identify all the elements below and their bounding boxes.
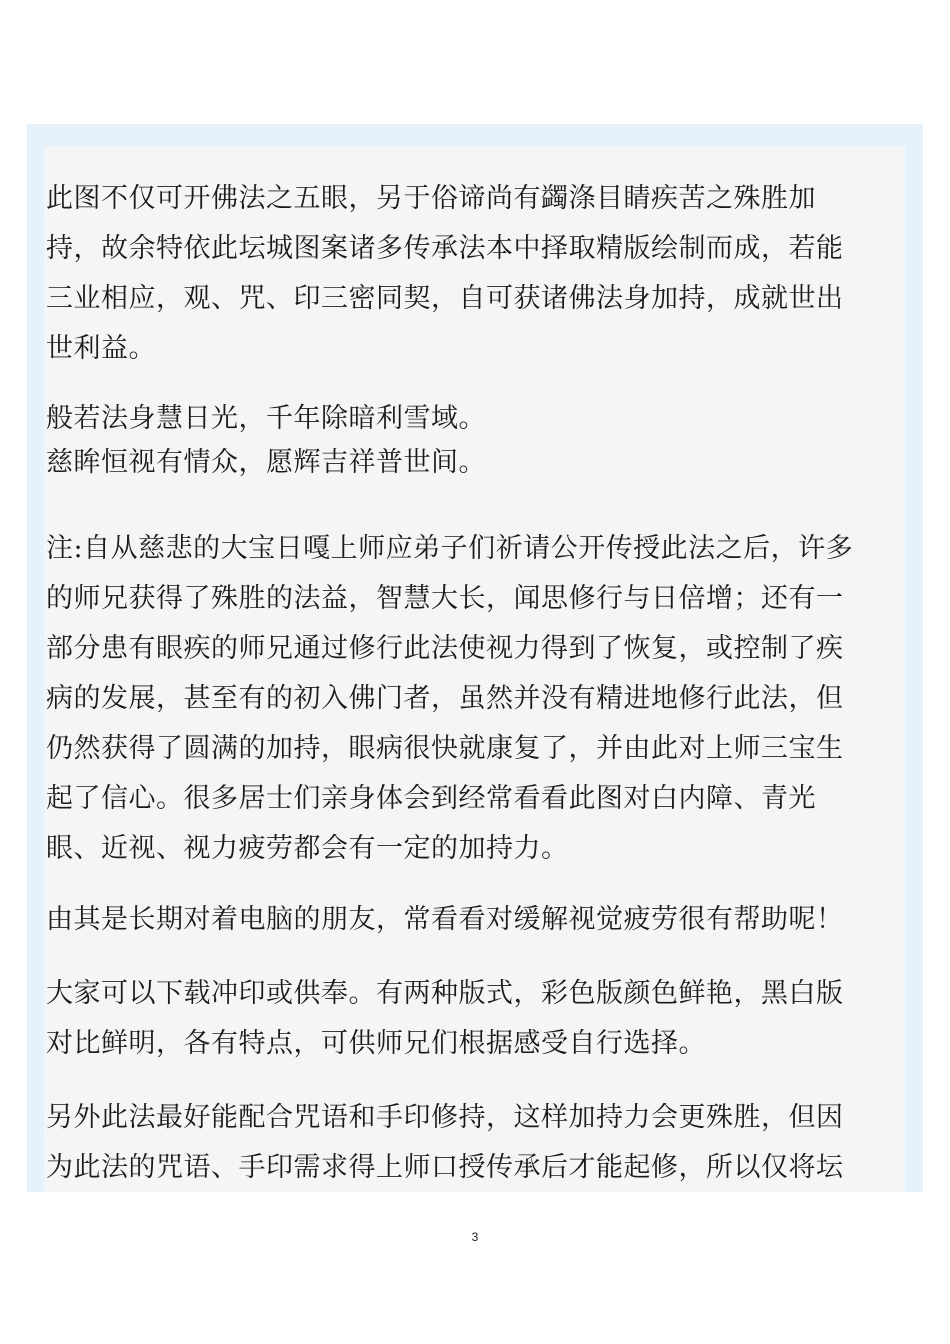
text-line: 三业相应，观、咒、印三密同契，自可获诸佛法身加持，成就世出 (46, 283, 844, 314)
text-line: 仍然获得了圆满的加持，眼病很快就康复了，并由此对上师三宝生 (46, 733, 844, 764)
paragraph-4 (46, 895, 891, 945)
text-line: 由其是长期对着电脑的朋友，常看看对缓解视觉疲劳很有帮助呢！ (46, 904, 844, 935)
text-line: 此图不仅可开佛法之五眼，另于俗谛尚有蠲涤目睛疾苦之殊胜加 (46, 183, 816, 214)
text-line: 部分患有眼疾的师兄通过修行此法使视力得到了恢复，或控制了疾 (46, 633, 844, 664)
verse-line: 般若法身慧日光，千年除暗利雪域。 (46, 403, 486, 434)
text-line: 世利益。 (46, 333, 156, 364)
page-number: 3 (471, 1230, 479, 1244)
content-panel-outer (27, 124, 923, 1192)
text-line: 起了信心。很多居士们亲身体会到经常看看此图对白内障、青光 (46, 783, 816, 814)
text-line: 的师兄获得了殊胜的法益，智慧大长，闻思修行与日倍增；还有一 (46, 583, 844, 614)
text-line: 眼、近视、视力疲劳都会有一定的加持力。 (46, 833, 569, 864)
text-line: 持，故余特依此坛城图案诸多传承法本中择取精版绘制而成，若能 (46, 233, 844, 264)
text-line: 大家可以下载冲印或供奉。有两种版式，彩色版颜色鲜艳，黑白版 (46, 978, 844, 1009)
verse-line: 慈眸恒视有情众，愿辉吉祥普世间。 (46, 447, 486, 478)
text-line: 为此法的咒语、手印需求得上师口授传承后才能起修，所以仅将坛 (46, 1152, 844, 1183)
verse-block (46, 397, 891, 485)
text-line: 另外此法最好能配合咒语和手印修持，这样加持力会更殊胜，但因 (46, 1102, 844, 1133)
text-line: 病的发展，甚至有的初入佛门者，虽然并没有精进地修行此法，但 (46, 683, 844, 714)
paragraph-1 (46, 174, 891, 374)
note-paragraph (46, 524, 891, 874)
paragraph-5 (46, 969, 891, 1069)
paragraph-6 (46, 1093, 891, 1193)
text-line: 对比鲜明，各有特点，可供师兄们根据感受自行选择。 (46, 1028, 706, 1059)
text-line: 注:自从慈悲的大宝日嘎上师应弟子们祈请公开传授此法之后，许多 (46, 533, 854, 564)
content-panel-inner (44, 146, 905, 1192)
